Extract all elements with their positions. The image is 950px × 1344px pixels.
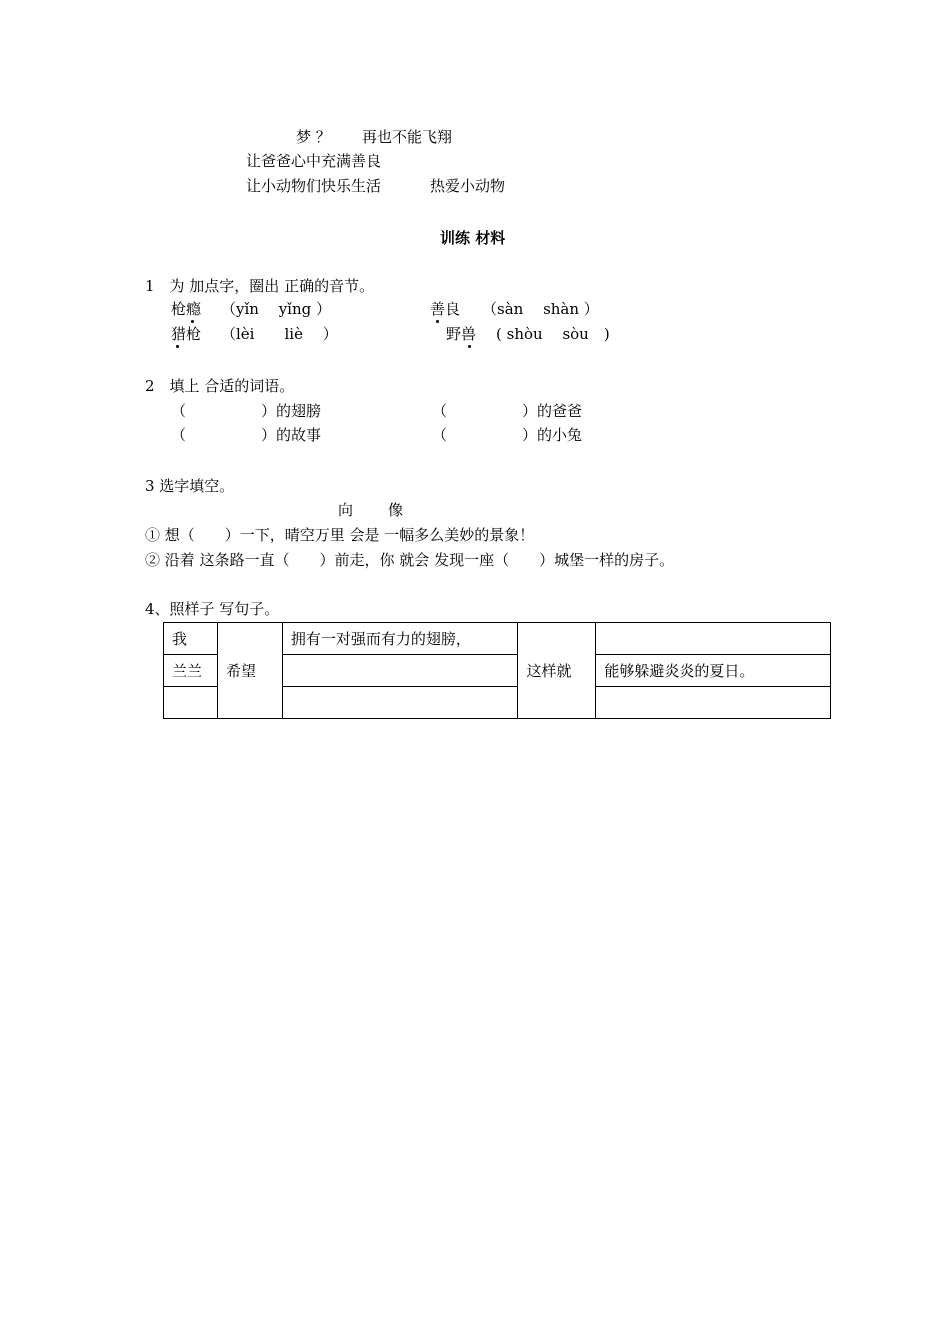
q3-sentence-2: ② 沿着 这条路一直（ ）前走，你 就会 发现一座（ ）城堡一样的房子。	[145, 551, 675, 569]
q2-prompt: 2 填上 合适的词语。	[145, 377, 295, 395]
poem-line3-b: 热爱小动物	[430, 177, 506, 195]
q1-word-4: 野兽	[446, 325, 477, 343]
q3-prompt: 3 选字填空。	[145, 477, 235, 495]
poem-line1-a: 梦 ？	[296, 128, 331, 146]
q2-item-2: （ ）的爸爸	[432, 402, 583, 420]
emphasis-dot	[176, 345, 179, 348]
wish-cell-2[interactable]	[282, 655, 518, 687]
emphasis-dot	[436, 320, 439, 323]
verb-cell: 希望	[217, 623, 282, 719]
q2-item-3: （ ）的故事	[171, 426, 322, 444]
q3-choice-1: 向	[338, 501, 354, 519]
subject-cell-2: 兰兰	[164, 655, 218, 687]
q1-pinyin-4: ( shòu sòu )	[496, 325, 610, 343]
result-cell-2: 能够躲避炎炎的夏日。	[596, 655, 831, 687]
result-cell-3[interactable]	[596, 687, 831, 719]
subject-cell-1: 我	[164, 623, 218, 655]
conjunction-cell: 这样就	[518, 623, 596, 719]
q2-item-1: （ ）的翅膀	[171, 402, 322, 420]
q2-item-4: （ ）的小兔	[432, 426, 583, 444]
q1-pinyin-1: （yǐn yǐng ）	[221, 300, 332, 318]
section-title: 训练 材料	[440, 229, 506, 247]
q3-choice-2: 像	[388, 501, 404, 519]
poem-line2: 让爸爸心中充满善良	[246, 152, 382, 170]
poem-line1-b: 再也不能飞翔	[362, 128, 453, 146]
emphasis-dot	[191, 320, 194, 323]
q3-sentence-1: ① 想（ ）一下，晴空万里 会是 一幅多么美妙的景象！	[145, 526, 535, 544]
wish-cell-1: 拥有一对强而有力的翅膀，	[282, 623, 518, 655]
poem-line3-a: 让小动物们快乐生活	[246, 177, 382, 195]
table-row	[164, 623, 831, 655]
wish-cell-3[interactable]	[282, 687, 518, 719]
subject-cell-3[interactable]	[164, 687, 218, 719]
result-cell-1[interactable]	[596, 623, 831, 655]
q1-pinyin-3: （lèi liè ）	[221, 325, 338, 343]
emphasis-dot	[468, 345, 471, 348]
q1-pinyin-2: （sàn shàn ）	[482, 300, 599, 318]
q1-word-2: 善良	[430, 300, 461, 318]
sentence-pattern-table	[163, 622, 831, 719]
q4-prompt: 4、照样子 写句子。	[145, 600, 280, 618]
q1-prompt: 1 为 加点字，圈出 正确的音节。	[145, 277, 375, 295]
q1-word-3: 猎枪	[171, 325, 202, 343]
q1-word-1: 枪瘾	[171, 300, 202, 318]
